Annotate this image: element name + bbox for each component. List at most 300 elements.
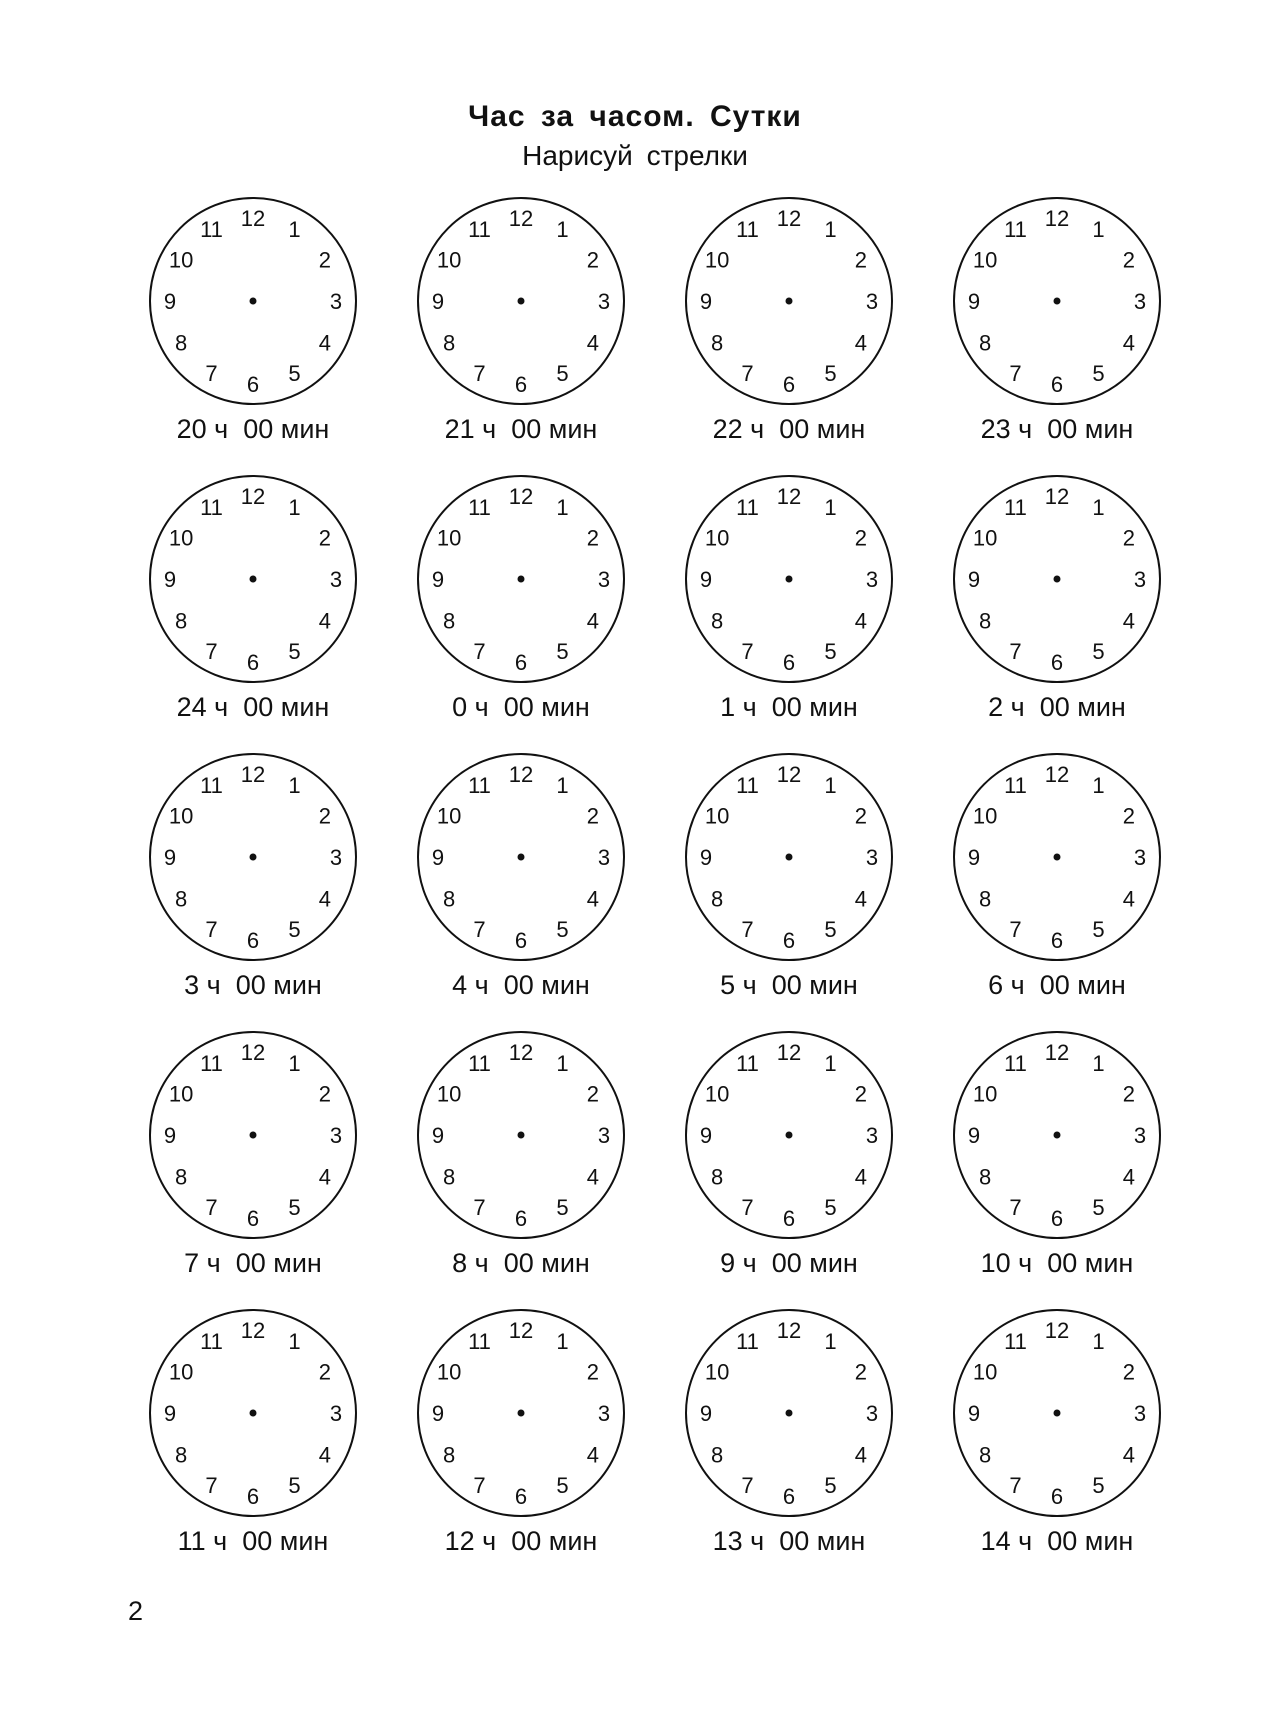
- clock-number: 2: [318, 247, 332, 273]
- clock-number: 2: [1122, 525, 1136, 551]
- clock-number: 11: [736, 217, 759, 243]
- clock-number: 10: [436, 247, 462, 273]
- clock-number: 10: [168, 1359, 194, 1385]
- clock-number: 8: [174, 1164, 188, 1190]
- clock-face[interactable]: [684, 474, 894, 684]
- clock-time-label: 21 ч 00 мин: [444, 414, 598, 444]
- clock-number: 10: [168, 1081, 194, 1107]
- clock-number: 8: [978, 886, 992, 912]
- clock-item: [669, 474, 909, 744]
- clock-number: 4: [854, 608, 868, 634]
- clock-number: 1: [288, 1051, 301, 1077]
- clock-number: 11: [468, 1329, 491, 1355]
- clock-number: 7: [473, 916, 486, 942]
- clock-number: 6: [514, 1484, 528, 1509]
- clock-center-dot: [250, 1132, 257, 1139]
- clock-number: 3: [329, 845, 343, 870]
- clock-number: 2: [586, 1359, 600, 1385]
- clock-number: 1: [1092, 217, 1105, 243]
- clock-face[interactable]: [952, 196, 1162, 406]
- clock-number: 7: [741, 916, 754, 942]
- clock-time-label: 22 ч 00 мин: [712, 414, 866, 444]
- clock-number: 1: [556, 217, 569, 243]
- clock-time-label: 0 ч 00 мин: [452, 692, 590, 722]
- clock-number: 12: [508, 1040, 534, 1065]
- clock-number: 11: [468, 217, 491, 243]
- clock-number: 3: [865, 1401, 879, 1426]
- clock-number: 3: [597, 289, 611, 314]
- clock-number: 5: [288, 360, 301, 386]
- clock-number: 7: [1009, 1194, 1022, 1220]
- clock-number: 1: [824, 773, 837, 799]
- clock-number: 1: [1092, 1329, 1105, 1355]
- clock-number: 3: [1133, 289, 1147, 314]
- clock-number: 2: [586, 803, 600, 829]
- clock-number: 9: [699, 1401, 713, 1426]
- clock-number: 10: [704, 1359, 730, 1385]
- clock-number: 12: [240, 1318, 266, 1343]
- clock-number: 7: [205, 638, 218, 664]
- clock-number: 9: [967, 845, 981, 870]
- clock-face[interactable]: [684, 752, 894, 962]
- clock-center-dot: [1054, 298, 1061, 305]
- clock-number: 9: [431, 845, 445, 870]
- clock-number: 2: [854, 1359, 868, 1385]
- clock-number: 7: [1009, 916, 1022, 942]
- clock-number: 5: [824, 1472, 837, 1498]
- clock-number: 10: [436, 1081, 462, 1107]
- clock-number: 11: [200, 1051, 223, 1077]
- clock-number: 1: [1092, 1051, 1105, 1077]
- clock-time-label: 24 ч 00 мин: [176, 692, 330, 722]
- clock-number: 3: [597, 567, 611, 592]
- clock-time-label: 10 ч 00 мин: [980, 1248, 1134, 1278]
- clock-number: 9: [431, 567, 445, 592]
- clock-number: 6: [514, 928, 528, 953]
- clock-number: 8: [174, 608, 188, 634]
- clock-time-label: 23 ч 00 мин: [980, 414, 1134, 444]
- clock-center-dot: [1054, 854, 1061, 861]
- clock-number: 3: [865, 845, 879, 870]
- clock-number: 7: [473, 638, 486, 664]
- clock-number: 5: [824, 360, 837, 386]
- clock-center-dot: [250, 298, 257, 305]
- clock-center-dot: [250, 1410, 257, 1417]
- clock-number: 1: [1092, 495, 1105, 521]
- clock-number: 4: [854, 330, 868, 356]
- clock-number: 5: [1092, 916, 1105, 942]
- clock-number: 12: [240, 484, 266, 509]
- clock-center-dot: [1054, 1410, 1061, 1417]
- clock-time-label: 8 ч 00 мин: [452, 1248, 590, 1278]
- clock-number: 3: [329, 1123, 343, 1148]
- clock-number: 5: [556, 916, 569, 942]
- clock-face[interactable]: [416, 752, 626, 962]
- clock-time-label: 14 ч 00 мин: [980, 1526, 1134, 1556]
- clock-center-dot: [786, 298, 793, 305]
- clock-number: 10: [972, 1081, 998, 1107]
- clock-number: 5: [288, 1472, 301, 1498]
- clock-number: 2: [1122, 1359, 1136, 1385]
- clock-face[interactable]: [148, 1030, 358, 1240]
- clock-number: 9: [163, 1123, 177, 1148]
- clock-time-label: 9 ч 00 мин: [720, 1248, 858, 1278]
- clock-number: 1: [1092, 773, 1105, 799]
- clock-face[interactable]: [416, 196, 626, 406]
- clock-number: 8: [710, 1442, 724, 1468]
- clock-number: 9: [163, 1401, 177, 1426]
- clock-number: 2: [1122, 247, 1136, 273]
- clock-number: 2: [318, 1081, 332, 1107]
- clock-center-dot: [518, 298, 525, 305]
- clock-face[interactable]: [416, 474, 626, 684]
- clock-number: 11: [1004, 1051, 1027, 1077]
- clock-number: 10: [972, 1359, 998, 1385]
- clock-number: 10: [972, 525, 998, 551]
- clock-number: 2: [318, 803, 332, 829]
- clock-number: 9: [163, 289, 177, 314]
- clock-item: [401, 1030, 641, 1300]
- clock-number: 7: [473, 1194, 486, 1220]
- clock-number: 5: [288, 916, 301, 942]
- clock-time-label: 7 ч 00 мин: [184, 1248, 322, 1278]
- clock-number: 7: [205, 1194, 218, 1220]
- clock-number: 9: [163, 845, 177, 870]
- clock-number: 10: [704, 525, 730, 551]
- clock-item: [937, 474, 1177, 744]
- clock-number: 5: [556, 360, 569, 386]
- clock-number: 1: [556, 495, 569, 521]
- clock-number: 6: [782, 372, 796, 397]
- clock-face[interactable]: [148, 752, 358, 962]
- clock-face[interactable]: [952, 1308, 1162, 1518]
- clock-number: 4: [1122, 608, 1136, 634]
- clock-number: 3: [1133, 1401, 1147, 1426]
- clock-number: 6: [514, 1206, 528, 1231]
- clock-number: 6: [782, 1484, 796, 1509]
- clock-number: 10: [704, 1081, 730, 1107]
- clock-face[interactable]: [952, 474, 1162, 684]
- clock-face[interactable]: [684, 196, 894, 406]
- clock-number: 12: [1044, 1318, 1070, 1343]
- clock-number: 11: [1004, 1329, 1027, 1355]
- clock-number: 6: [514, 650, 528, 675]
- clock-time-label: 2 ч 00 мин: [988, 692, 1126, 722]
- clock-number: 4: [318, 330, 332, 356]
- clock-center-dot: [786, 1132, 793, 1139]
- clock-number: 9: [699, 1123, 713, 1148]
- clock-item: [133, 1030, 373, 1300]
- clock-number: 9: [967, 289, 981, 314]
- clock-number: 11: [468, 1051, 491, 1077]
- clock-number: 10: [168, 247, 194, 273]
- clock-center-dot: [1054, 1132, 1061, 1139]
- clock-item: [133, 196, 373, 466]
- clock-number: 2: [1122, 1081, 1136, 1107]
- clock-number: 2: [586, 525, 600, 551]
- clock-time-label: 5 ч 00 мин: [720, 970, 858, 1000]
- clock-face[interactable]: [148, 1308, 358, 1518]
- clock-number: 10: [972, 803, 998, 829]
- clock-item: [401, 752, 641, 1022]
- clock-number: 5: [288, 638, 301, 664]
- clock-number: 6: [246, 1206, 260, 1231]
- clock-time-label: 4 ч 00 мин: [452, 970, 590, 1000]
- clock-center-dot: [250, 854, 257, 861]
- clock-number: 7: [473, 1472, 486, 1498]
- clock-item: [669, 1308, 909, 1578]
- clock-number: 3: [597, 845, 611, 870]
- clock-number: 12: [776, 1318, 802, 1343]
- page-subtitle: Нарисуй стрелки: [522, 140, 748, 171]
- clock-number: 3: [1133, 1123, 1147, 1148]
- clock-time-label: 3 ч 00 мин: [184, 970, 322, 1000]
- clock-number: 4: [586, 608, 600, 634]
- clock-time-label: 20 ч 00 мин: [176, 414, 330, 444]
- clock-number: 3: [865, 567, 879, 592]
- clock-number: 10: [436, 803, 462, 829]
- clock-number: 11: [200, 1329, 223, 1355]
- clock-number: 8: [442, 608, 456, 634]
- clock-number: 1: [824, 1051, 837, 1077]
- clock-number: 2: [586, 1081, 600, 1107]
- clock-item: [937, 1308, 1177, 1578]
- clock-number: 4: [854, 886, 868, 912]
- clock-number: 7: [205, 916, 218, 942]
- clock-number: 4: [854, 1442, 868, 1468]
- clock-number: 2: [318, 1359, 332, 1385]
- clock-number: 3: [1133, 845, 1147, 870]
- clock-number: 3: [329, 1401, 343, 1426]
- clock-number: 11: [468, 773, 491, 799]
- page-title: Час за часом. Сутки: [468, 100, 802, 133]
- clock-number: 8: [978, 330, 992, 356]
- clock-center-dot: [786, 1410, 793, 1417]
- clock-face[interactable]: [416, 1030, 626, 1240]
- clock-item: [133, 1308, 373, 1578]
- clock-number: 12: [1044, 206, 1070, 231]
- clock-number: 5: [824, 1194, 837, 1220]
- clock-number: 10: [704, 803, 730, 829]
- clock-number: 9: [431, 1123, 445, 1148]
- clock-center-dot: [786, 854, 793, 861]
- clock-number: 1: [824, 495, 837, 521]
- clock-number: 11: [468, 495, 491, 521]
- clock-number: 6: [782, 928, 796, 953]
- clock-number: 9: [431, 289, 445, 314]
- clock-face[interactable]: [684, 1308, 894, 1518]
- clock-number: 3: [597, 1123, 611, 1148]
- clock-number: 8: [174, 886, 188, 912]
- clock-number: 8: [442, 1442, 456, 1468]
- clock-number: 8: [442, 886, 456, 912]
- clock-number: 4: [318, 886, 332, 912]
- clock-number: 11: [200, 773, 223, 799]
- clock-number: 5: [556, 1472, 569, 1498]
- clock-number: 7: [741, 1472, 754, 1498]
- clock-number: 7: [473, 360, 486, 386]
- clock-center-dot: [250, 576, 257, 583]
- clock-number: 1: [288, 1329, 301, 1355]
- clock-number: 2: [854, 247, 868, 273]
- clock-number: 9: [431, 1401, 445, 1426]
- clock-number: 8: [174, 330, 188, 356]
- clock-number: 11: [1004, 773, 1027, 799]
- clock-number: 6: [246, 1484, 260, 1509]
- clock-number: 12: [508, 1318, 534, 1343]
- clock-number: 12: [1044, 762, 1070, 787]
- clock-number: 7: [205, 360, 218, 386]
- clock-number: 1: [288, 773, 301, 799]
- clock-number: 9: [967, 567, 981, 592]
- clock-number: 6: [1050, 1484, 1064, 1509]
- clock-number: 2: [318, 525, 332, 551]
- clock-number: 4: [318, 1442, 332, 1468]
- clock-number: 12: [776, 1040, 802, 1065]
- clock-item: [401, 196, 641, 466]
- clock-number: 8: [442, 330, 456, 356]
- clock-number: 6: [246, 650, 260, 675]
- clock-number: 4: [586, 886, 600, 912]
- clock-number: 2: [854, 1081, 868, 1107]
- clock-number: 9: [967, 1401, 981, 1426]
- clock-number: 6: [1050, 1206, 1064, 1231]
- clock-number: 4: [586, 330, 600, 356]
- clock-item: [937, 196, 1177, 466]
- clock-number: 12: [240, 762, 266, 787]
- clock-item: [401, 1308, 641, 1578]
- clock-number: 9: [163, 567, 177, 592]
- clock-number: 11: [736, 495, 759, 521]
- clock-number: 4: [1122, 1164, 1136, 1190]
- clock-face[interactable]: [148, 196, 358, 406]
- clock-number: 7: [741, 638, 754, 664]
- clock-number: 10: [972, 247, 998, 273]
- clock-number: 12: [240, 206, 266, 231]
- clock-number: 5: [1092, 360, 1105, 386]
- clock-number: 6: [1050, 928, 1064, 953]
- clock-number: 8: [978, 608, 992, 634]
- clock-face[interactable]: [684, 1030, 894, 1240]
- clock-number: 12: [776, 484, 802, 509]
- page-number: 2: [128, 1596, 144, 1626]
- clock-number: 1: [556, 1051, 569, 1077]
- clock-number: 6: [782, 650, 796, 675]
- clock-number: 7: [205, 1472, 218, 1498]
- clock-number: 6: [246, 928, 260, 953]
- clock-number: 4: [1122, 1442, 1136, 1468]
- clock-number: 6: [1050, 650, 1064, 675]
- clock-time-label: 1 ч 00 мин: [720, 692, 858, 722]
- clock-number: 4: [1122, 330, 1136, 356]
- clock-number: 12: [240, 1040, 266, 1065]
- clock-number: 3: [865, 1123, 879, 1148]
- clock-number: 9: [699, 289, 713, 314]
- clock-number: 8: [978, 1442, 992, 1468]
- clock-number: 7: [1009, 360, 1022, 386]
- clock-number: 1: [288, 495, 301, 521]
- clock-time-label: 6 ч 00 мин: [988, 970, 1126, 1000]
- clock-number: 2: [586, 247, 600, 273]
- clock-number: 3: [329, 289, 343, 314]
- clock-number: 1: [288, 217, 301, 243]
- clock-center-dot: [518, 854, 525, 861]
- clock-number: 12: [776, 762, 802, 787]
- clock-item: [669, 752, 909, 1022]
- clock-number: 11: [736, 773, 759, 799]
- clock-number: 11: [200, 217, 223, 243]
- clock-number: 11: [736, 1051, 759, 1077]
- clock-item: [937, 752, 1177, 1022]
- clock-item: [133, 474, 373, 744]
- clock-number: 11: [736, 1329, 759, 1355]
- clock-center-dot: [518, 1410, 525, 1417]
- clock-number: 2: [854, 525, 868, 551]
- clock-number: 3: [865, 289, 879, 314]
- clock-number: 5: [1092, 1194, 1105, 1220]
- clock-number: 3: [597, 1401, 611, 1426]
- clock-time-label: 11 ч 00 мин: [177, 1526, 329, 1556]
- clock-item: [669, 1030, 909, 1300]
- clock-number: 5: [288, 1194, 301, 1220]
- clock-number: 8: [710, 886, 724, 912]
- clock-item: [401, 474, 641, 744]
- clock-number: 1: [824, 1329, 837, 1355]
- clock-number: 1: [556, 1329, 569, 1355]
- clock-number: 8: [442, 1164, 456, 1190]
- clock-number: 4: [1122, 886, 1136, 912]
- clock-number: 4: [318, 1164, 332, 1190]
- clock-face[interactable]: [148, 474, 358, 684]
- clock-number: 10: [704, 247, 730, 273]
- clock-number: 10: [436, 525, 462, 551]
- clock-number: 8: [978, 1164, 992, 1190]
- clock-item: [133, 752, 373, 1022]
- clock-number: 7: [741, 360, 754, 386]
- clock-number: 7: [1009, 638, 1022, 664]
- clock-number: 12: [1044, 484, 1070, 509]
- clock-number: 12: [776, 206, 802, 231]
- clock-number: 1: [556, 773, 569, 799]
- clock-number: 5: [556, 638, 569, 664]
- clock-face[interactable]: [952, 1030, 1162, 1240]
- clock-number: 9: [699, 567, 713, 592]
- clock-number: 2: [1122, 803, 1136, 829]
- clock-center-dot: [1054, 576, 1061, 583]
- clock-number: 4: [854, 1164, 868, 1190]
- clock-number: 5: [556, 1194, 569, 1220]
- clock-number: 7: [741, 1194, 754, 1220]
- clock-number: 2: [854, 803, 868, 829]
- clock-number: 8: [710, 330, 724, 356]
- clock-face[interactable]: [416, 1308, 626, 1518]
- clock-number: 8: [174, 1442, 188, 1468]
- clock-number: 3: [1133, 567, 1147, 592]
- clock-center-dot: [518, 1132, 525, 1139]
- clock-number: 5: [1092, 638, 1105, 664]
- clock-number: 9: [967, 1123, 981, 1148]
- clock-number: 6: [246, 372, 260, 397]
- clock-number: 12: [508, 206, 534, 231]
- clock-number: 8: [710, 608, 724, 634]
- clock-number: 4: [586, 1164, 600, 1190]
- clock-number: 9: [699, 845, 713, 870]
- clock-number: 11: [1004, 495, 1027, 521]
- clock-face[interactable]: [952, 752, 1162, 962]
- clock-number: 10: [168, 803, 194, 829]
- clock-number: 6: [782, 1206, 796, 1231]
- clock-number: 6: [514, 372, 528, 397]
